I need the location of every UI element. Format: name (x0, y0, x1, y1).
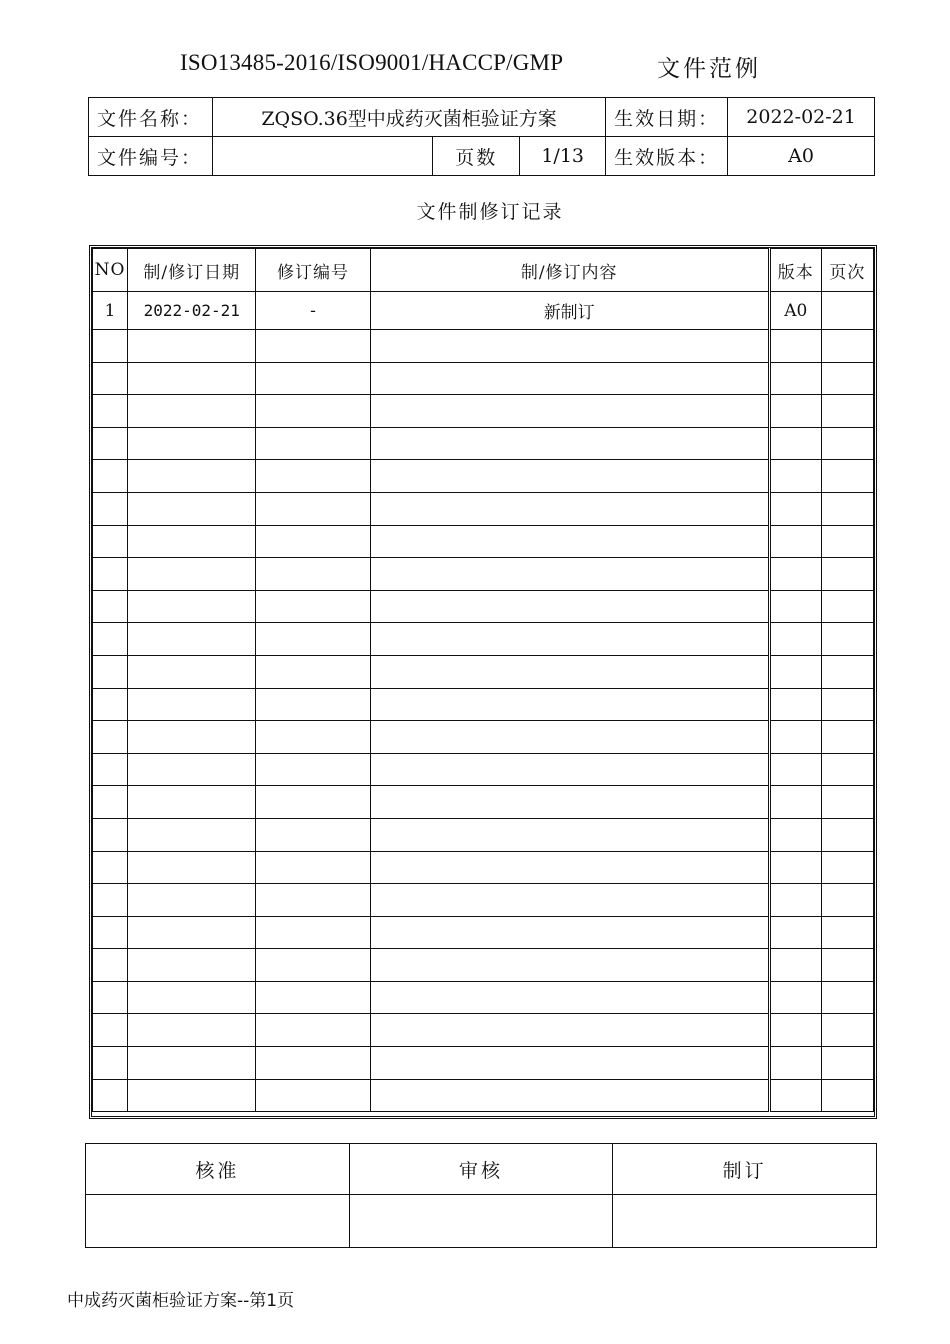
cell-page (821, 395, 873, 428)
cell-date (128, 851, 256, 884)
cell-date (128, 525, 256, 558)
cell-page (821, 623, 873, 656)
cell-content (370, 655, 769, 688)
cell-no (93, 688, 128, 721)
cell-version (769, 558, 821, 591)
cell-revision-number (256, 525, 370, 558)
table-row (93, 818, 874, 851)
cell-content (370, 395, 769, 428)
column-header-version: 版本 (769, 249, 821, 292)
cell-revision-number (256, 460, 370, 493)
cell-version (769, 721, 821, 754)
cell-page (821, 1047, 873, 1080)
cell-date (128, 786, 256, 819)
cell-page (821, 786, 873, 819)
cell-content (370, 1079, 769, 1112)
cell-content (370, 949, 769, 982)
table-row (93, 655, 874, 688)
cell-no (93, 786, 128, 819)
cell-revision-number (256, 492, 370, 525)
cell-date (128, 1079, 256, 1112)
cell-date (128, 721, 256, 754)
cell-no (93, 395, 128, 428)
cell-version (769, 460, 821, 493)
cell-no (93, 655, 128, 688)
cell-page (821, 655, 873, 688)
cell-version (769, 851, 821, 884)
cell-revision-number (256, 688, 370, 721)
cell-date: 2022-02-21 (128, 292, 256, 330)
cell-page (821, 492, 873, 525)
page-count-value: 1/13 (520, 137, 606, 176)
effective-date-value: 2022-02-21 (728, 98, 875, 137)
cell-revision-number (256, 916, 370, 949)
cell-page (821, 721, 873, 754)
cell-revision-number (256, 1047, 370, 1080)
cell-version (769, 786, 821, 819)
table-row (93, 753, 874, 786)
cell-content (370, 981, 769, 1014)
cell-no (93, 1079, 128, 1112)
cell-content: 新制订 (370, 292, 769, 330)
cell-no (93, 884, 128, 917)
cell-content (370, 688, 769, 721)
cell-version (769, 492, 821, 525)
cell-content (370, 851, 769, 884)
table-row (93, 916, 874, 949)
cell-date (128, 395, 256, 428)
table-row (93, 460, 874, 493)
cell-version (769, 330, 821, 363)
column-header-content: 制/修订内容 (370, 249, 769, 292)
cell-version (769, 884, 821, 917)
cell-revision-number (256, 1079, 370, 1112)
table-row (93, 786, 874, 819)
table-row (93, 1047, 874, 1080)
cell-content (370, 1014, 769, 1047)
approval-header-approve: 核准 (86, 1144, 350, 1195)
header-doc-type: 文件范例 (657, 56, 761, 82)
cell-no (93, 492, 128, 525)
cell-date (128, 655, 256, 688)
cell-version: A0 (769, 292, 821, 330)
table-row (93, 1079, 874, 1112)
document-info-table (88, 97, 875, 176)
cell-no (93, 590, 128, 623)
table-row (93, 688, 874, 721)
cell-version (769, 818, 821, 851)
revision-record-table-frame (89, 245, 877, 1119)
cell-content (370, 330, 769, 363)
table-row (93, 981, 874, 1014)
cell-date (128, 1047, 256, 1080)
cell-revision-number (256, 427, 370, 460)
cell-page (821, 851, 873, 884)
cell-page (821, 916, 873, 949)
header-standards: ISO13485-2016/ISO9001/HACCP/GMP (180, 50, 564, 75)
column-header-revision-number: 修订编号 (256, 249, 370, 292)
cell-no (93, 753, 128, 786)
cell-version (769, 916, 821, 949)
cell-revision-number (256, 558, 370, 591)
cell-no (93, 525, 128, 558)
cell-page (821, 753, 873, 786)
cell-no (93, 330, 128, 363)
cell-content (370, 525, 769, 558)
page-footer: 中成药灭菌柜验证方案--第1页 (67, 1291, 295, 1311)
approval-signature-approve (86, 1195, 350, 1248)
doc-number-value (212, 137, 432, 176)
cell-page (821, 330, 873, 363)
cell-content (370, 786, 769, 819)
cell-content (370, 623, 769, 656)
cell-version (769, 623, 821, 656)
cell-content (370, 558, 769, 591)
cell-content (370, 460, 769, 493)
cell-revision-number (256, 981, 370, 1014)
cell-date (128, 884, 256, 917)
cell-revision-number (256, 753, 370, 786)
cell-date (128, 362, 256, 395)
cell-page (821, 525, 873, 558)
revision-record-table (92, 248, 874, 1112)
cell-version (769, 688, 821, 721)
cell-date (128, 1014, 256, 1047)
cell-date (128, 753, 256, 786)
approval-table (85, 1143, 877, 1248)
approval-header-review: 审核 (349, 1144, 613, 1195)
cell-date (128, 981, 256, 1014)
cell-date (128, 427, 256, 460)
cell-page (821, 292, 873, 330)
cell-version (769, 1047, 821, 1080)
table-row (93, 590, 874, 623)
cell-no (93, 851, 128, 884)
cell-version (769, 427, 821, 460)
cell-revision-number (256, 395, 370, 428)
cell-content (370, 818, 769, 851)
cell-date (128, 558, 256, 591)
cell-version (769, 362, 821, 395)
column-header-date: 制/修订日期 (128, 249, 256, 292)
cell-version (769, 655, 821, 688)
cell-revision-number (256, 330, 370, 363)
cell-revision-number (256, 818, 370, 851)
cell-page (821, 1014, 873, 1047)
cell-date (128, 916, 256, 949)
cell-content (370, 427, 769, 460)
doc-name-label: 文件名称： (89, 98, 213, 137)
cell-no (93, 721, 128, 754)
cell-version (769, 981, 821, 1014)
effective-date-label: 生效日期： (606, 98, 728, 137)
cell-no (93, 623, 128, 656)
table-row (93, 330, 874, 363)
cell-date (128, 590, 256, 623)
cell-version (769, 753, 821, 786)
cell-page (821, 460, 873, 493)
cell-revision-number (256, 590, 370, 623)
cell-page (821, 362, 873, 395)
cell-page (821, 884, 873, 917)
table-row (93, 492, 874, 525)
table-row (93, 292, 874, 330)
approval-signature-prepare (613, 1195, 877, 1248)
cell-revision-number (256, 1014, 370, 1047)
cell-date (128, 492, 256, 525)
cell-no (93, 460, 128, 493)
cell-no (93, 1014, 128, 1047)
revision-header-row (93, 249, 874, 292)
cell-content (370, 492, 769, 525)
cell-revision-number (256, 851, 370, 884)
cell-content (370, 721, 769, 754)
table-row (93, 525, 874, 558)
cell-revision-number (256, 362, 370, 395)
cell-content (370, 884, 769, 917)
cell-no (93, 916, 128, 949)
table-row (93, 623, 874, 656)
cell-no (93, 362, 128, 395)
table-row (93, 884, 874, 917)
cell-date (128, 949, 256, 982)
cell-no (93, 949, 128, 982)
table-row (93, 721, 874, 754)
cell-page (821, 427, 873, 460)
effective-version-label: 生效版本： (606, 137, 728, 176)
cell-no (93, 818, 128, 851)
cell-date (128, 688, 256, 721)
cell-content (370, 362, 769, 395)
page-count-label: 页数 (433, 137, 520, 176)
cell-version (769, 1014, 821, 1047)
cell-page (821, 688, 873, 721)
table-row (93, 362, 874, 395)
cell-version (769, 525, 821, 558)
cell-date (128, 460, 256, 493)
cell-revision-number: - (256, 292, 370, 330)
table-row (93, 427, 874, 460)
cell-date (128, 623, 256, 656)
cell-content (370, 753, 769, 786)
effective-version-value: A0 (728, 137, 875, 176)
cell-revision-number (256, 623, 370, 656)
cell-revision-number (256, 655, 370, 688)
cell-content (370, 590, 769, 623)
doc-name-value: ZQSO.36型中成药灭菌柜验证方案 (212, 98, 605, 137)
approval-signature-review (349, 1195, 613, 1248)
cell-page (821, 981, 873, 1014)
approval-header-prepare: 制订 (613, 1144, 877, 1195)
cell-no (93, 427, 128, 460)
cell-date (128, 330, 256, 363)
cell-no (93, 981, 128, 1014)
cell-page (821, 949, 873, 982)
cell-content (370, 916, 769, 949)
cell-no (93, 558, 128, 591)
cell-version (769, 949, 821, 982)
column-header-no: NO (93, 249, 128, 292)
cell-revision-number (256, 721, 370, 754)
cell-revision-number (256, 786, 370, 819)
cell-version (769, 590, 821, 623)
doc-number-label: 文件编号： (89, 137, 213, 176)
cell-version (769, 1079, 821, 1112)
table-row (93, 949, 874, 982)
cell-revision-number (256, 884, 370, 917)
table-row (93, 395, 874, 428)
cell-page (821, 590, 873, 623)
cell-page (821, 558, 873, 591)
cell-revision-number (256, 949, 370, 982)
table-row (93, 851, 874, 884)
cell-no: 1 (93, 292, 128, 330)
column-header-page: 页次 (821, 249, 873, 292)
page-header (0, 50, 950, 86)
revision-record-title: 文件制修订记录 (416, 201, 564, 223)
cell-date (128, 818, 256, 851)
cell-page (821, 1079, 873, 1112)
cell-version (769, 395, 821, 428)
cell-page (821, 818, 873, 851)
cell-content (370, 1047, 769, 1080)
cell-no (93, 1047, 128, 1080)
table-row (93, 558, 874, 591)
table-row (93, 1014, 874, 1047)
